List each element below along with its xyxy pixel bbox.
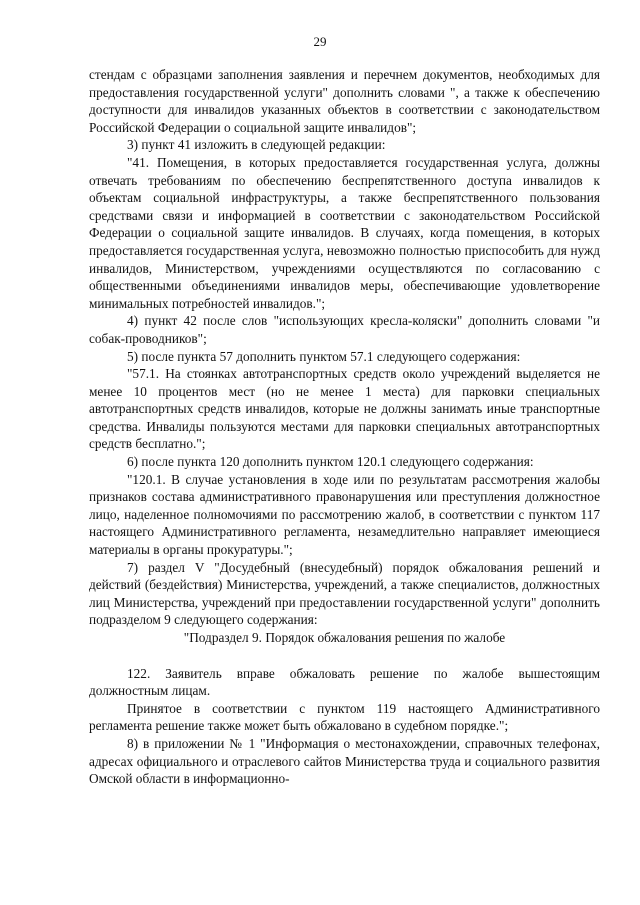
document-body — [89, 66, 600, 788]
paragraph-appeal-court: Принятое в соответствии с пунктом 119 настоящего Административного регламента решение также может быть обжаловано в судебном порядке."; — [89, 700, 600, 734]
paragraph-continuation: стендам с образцами заполнения заявления и перечнем документов, необходимых для предоставления государственной услуги" дополнить словами ", а также к обеспечению доступности для инвалидов указанных объектов в соответствии с законодательством Российской Федерации о социальной защите инвалидов"; — [89, 67, 600, 135]
paragraph-item-8: 8) в приложении № 1 "Информация о местонахождении, справочных телефонах, адресах официального и отраслевого сайтов Министерства труда и социального развития Омской области в информационно- — [89, 735, 600, 787]
spacer — [89, 647, 600, 665]
paragraph-clause-57-1: "57.1. На стоянках автотранспортных средств около учреждений выделяется не менее 10 процентов мест (но не менее 1 места) для парковки специальных автотранспортных средств инвалидов, которые не должны занимать иные транспортные средства. Инвалиды пользуются местами для парковки специальных автотранспортных средств бесплатно."; — [89, 366, 600, 452]
paragraph-item-4: 4) пункт 42 после слов "использующих кресла-коляски" дополнить словами "и собак-проводников"; — [89, 313, 600, 346]
subsection-heading: "Подраздел 9. Порядок обжалования решения по жалобе — [183, 630, 506, 645]
paragraph-clause-41: "41. Помещения, в которых предоставляется государственная услуга, должны отвечать требованиям по обеспечению беспрепятственного доступа инвалидов к объектам социальной инфраструктуры, а также беспрепятственного пользования средствами связи и информацией в соответствии с законодательством Российской Федерации о социальной защите инвалидов. В случаях, когда помещения, в которых предоставляется государственная услуга, невозможно полностью приспособить для нужд инвалидов, Министерством, учреждениями осуществляются по согласованию с общественными объединениями инвалидов меры, обеспечивающие удовлетворение минимальных потребностей инвалидов."; — [89, 154, 600, 311]
page-number: 29 — [313, 34, 327, 49]
paragraph-item-3: 3) пункт 41 изложить в следующей редакции: — [127, 137, 386, 153]
paragraph-item-7: 7) раздел V "Досудебный (внесудебный) порядок обжалования решений и действий (бездействия) Министерства, учреждений, а также специалистов, должностных лиц Министерства, учреждений при предоставлении государственной услуги" дополнить подразделом 9 следующего содержания: — [89, 559, 600, 628]
paragraph-clause-122: 122. Заявитель вправе обжаловать решение по жалобе вышестоящим должностным лицам. — [89, 665, 600, 699]
paragraph-item-5: 5) после пункта 57 дополнить пунктом 57.1 следующего содержания: — [127, 348, 521, 364]
paragraph-item-6: 6) после пункта 120 дополнить пунктом 120.1 следующего содержания: — [127, 454, 534, 470]
paragraph-clause-120-1: "120.1. В случае установления в ходе или по результатам рассмотрения жалобы признаков состава административного правонарушения или преступления должностное лицо, наделенное полномочиями по рассмотрению жалоб, в соответствии с пунктом 117 настоящего Административного регламента, незамедлительно направляет имеющиеся материалы в органы прокуратуры."; — [89, 471, 600, 558]
